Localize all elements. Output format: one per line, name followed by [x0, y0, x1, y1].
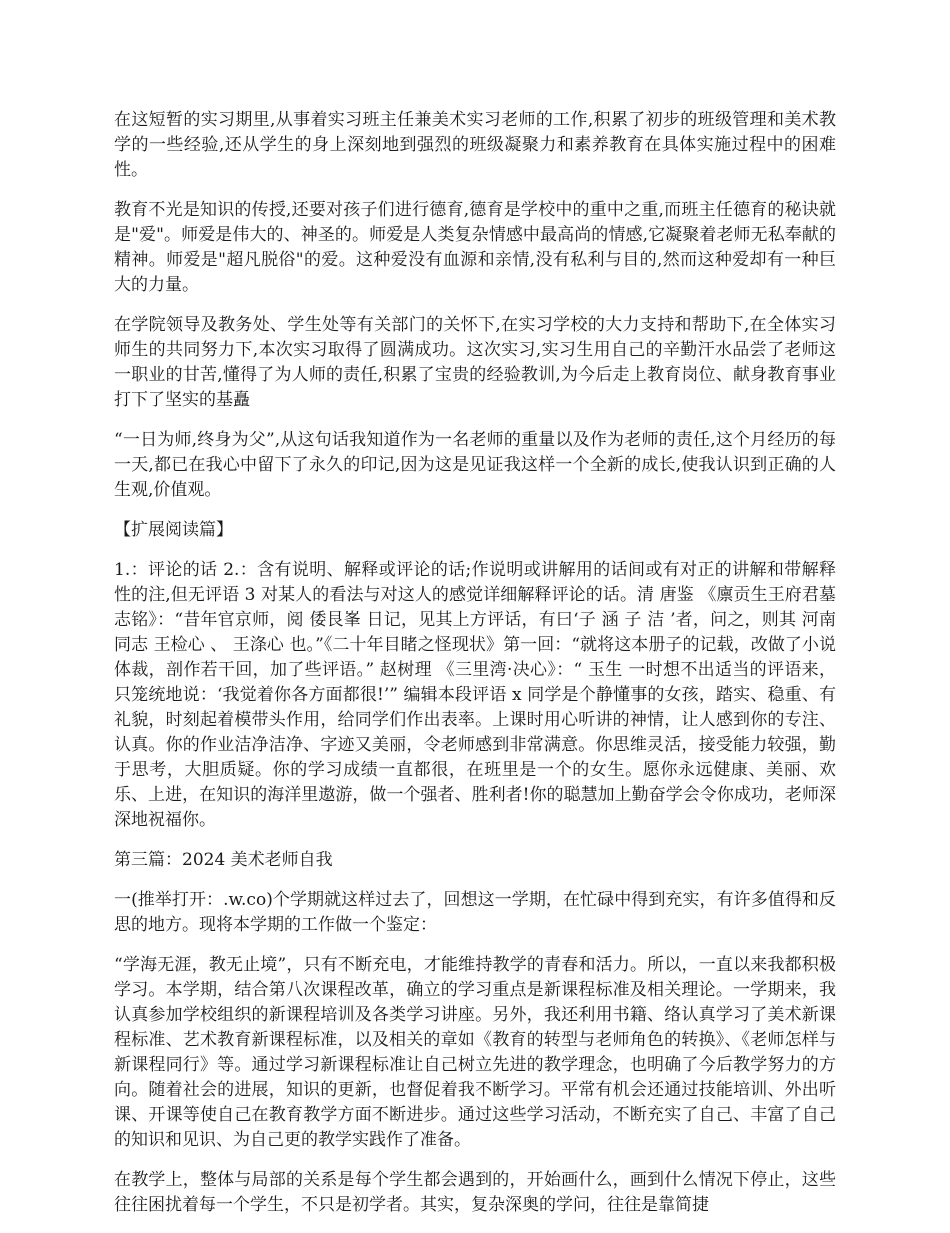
paragraph-continuous-learning: “学海无涯，教无止境”，只有不断充电，才能维持教学的青春和活力。所以，一直以来我都积极学习。本学期，结合第八次课程改革，确立的学习重点是新课程标准及相关理论。一学期来，我认真参加学校组织的新课程培训及各类学习讲座。另外，我还利用书籍、络认真学习了美术新课程标准、艺术教育新课程标准，以及相关的章如《教育的转型与老师角色的转换》、《老师怎样与新课程同行》等。通过学习新课程标准让自己树立先进的教学理念，也明确了今后教学努力的方向。随着社会的进展，知识的更新，也督促着我不断学习。平常有机会还通过技能培训、外出听课、开课等使自己在教育教学方面不断进步。通过这些学习活动，不断充实了自己、丰富了自己的知识和见识、为自己更的教学实践作了准备。	[114, 955, 836, 1150]
section-heading-third-article: 第三篇：2024 美术老师自我	[114, 850, 333, 870]
document-page	[114, 108, 836, 1233]
paragraph-moral-education: 教育不光是知识的传授,还要对孩子们进行德育,德育是学校中的重中之重,而班主任德育的秘诀就是"爱"。师爱是伟大的、神圣的。师爱是人类复杂情感中最高尚的情感,它凝聚着老师无私奉献的精神。师爱是"超凡脱俗"的爱。这种爱没有血源和亲情,没有私利与目的,然而这种爱却有一种巨大的力量。	[114, 200, 836, 295]
paragraph-teaching-whole-part: 在教学上，整体与局部的关系是每个学生都会遇到的，开始画什么，画到什么情况下停止，这些往往困扰着每一个学生，不只是初学者。其实，复杂深奥的学问，往往是靠简捷	[114, 1170, 836, 1215]
paragraph-internship-success: 在学院领导及教务处、学生处等有关部门的关怀下,在实习学校的大力支持和帮助下,在全体实习师生的共同努力下,本次实习取得了圆满成功。这次实习,实习生用自己的辛勤汗水品尝了老师这一职业的甘苦,懂得了为人师的责任,积累了宝贵的经验教训,为今后走上教育岗位、献身教育事业打下了坚实的基矗	[114, 315, 836, 410]
paragraph-teacher-responsibility: “一日为师,终身为父”,从这句话我知道作为一名老师的重量以及作为老师的责任,这个月经历的每一天,都已在我心中留下了永久的印记,因为这是见证我这样一个全新的成长,使我认识到正确的人生观,价值观。	[114, 430, 836, 500]
paragraph-internship-summary: 在这短暂的实习期里,从事着实习班主任兼美术实习老师的工作,积累了初步的班级管理和美术教学的一些经验,还从学生的身上深刻地到强烈的班级凝聚力和素养教育在具体实施过程中的困难性。	[114, 110, 836, 180]
paragraph-semester-intro: 一(推举打开：.w.co)个学期就这样过去了，回想这一学期，在忙碌中得到充实，有许多值得和反思的地方。现将本学期的工作做一个鉴定：	[114, 890, 836, 935]
section-heading-extended-reading: 【扩展阅读篇】	[114, 520, 233, 540]
paragraph-comment-definition: 1.：评论的话 2.：含有说明、解释或评论的话;作说明或讲解用的话间或有对正的讲解和带解释性的注,但无评语 3 对某人的看法与对这人的感觉详细解释评论的话。清 唐鉴 《廪贡生王府君墓志铭》：“昔年官京师，阅 倭艮峯 日记，见其上方评话，有曰‘子 涵 子 洁 ’者，问之，则其 河南 同志 王检心 、 王涤心 也。”《二十年目睹之怪现状》第一回：“就将这本册子的记载，改做了小说体裁，剖作若干回，加了些评语。” 赵树理 《三里湾·决心》：“ 玉生 一时想不出适当的评语来，只笼统地说：‘我觉着你各方面都很!’” 编辑本段评语 x 同学是个静懂事的女孩，踏实、稳重、有礼貌，时刻起着模带头作用，给同学们作出表率。上课时用心听讲的神情，让人感到你的专注、认真。你的作业洁净洁净、字迹又美丽，令老师感到非常满意。你思维灵活，接受能力较强，勤于思考，大胆质疑。你的学习成绩一直都很，在班里是一个的女生。愿你永远健康、美丽、欢乐、上进，在知识的海洋里遨游，做一个强者、胜利者!你的聪慧加上勤奋学会令你成功，老师深深地祝福你。	[114, 560, 836, 830]
